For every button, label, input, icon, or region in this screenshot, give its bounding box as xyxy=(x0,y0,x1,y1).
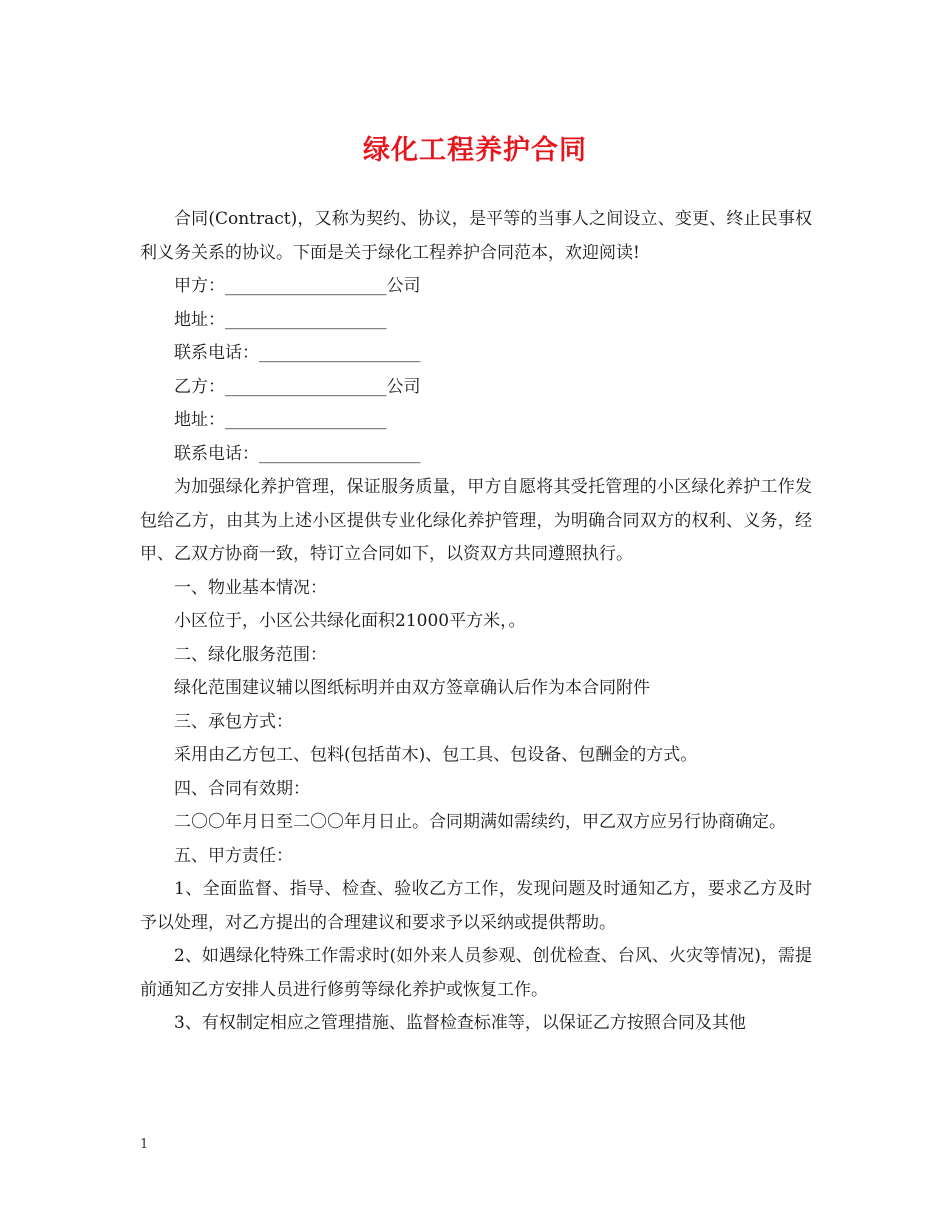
section-text-1: 小区位于，小区公共绿化面积21000平方米，。 xyxy=(174,611,526,631)
document-body xyxy=(140,203,812,1041)
section-text-4: 二〇〇年月日至二〇〇年月日止。合同期满如需续约，甲乙双方应另行协商确定。 xyxy=(174,812,786,832)
party-b-line: 乙方：___________________公司 xyxy=(174,376,421,397)
section-text-2: 绿化范围建议辅以图纸标明并由双方签章确认后作为本合同附件 xyxy=(174,678,650,698)
section-heading-2: 二、绿化服务范围： xyxy=(174,644,327,665)
section-heading-1: 一、物业基本情况： xyxy=(174,577,327,598)
purpose-paragraph: 为加强绿化养护管理，保证服务质量，甲方自愿将其受托管理的小区绿化养护工作发包给乙方，由其为上述小区提供专业化绿化养护管理，为明确合同双方的权利、义务，经甲、乙双方协商一致，特订立合同如下，以资双方共同遵照执行。 xyxy=(140,477,812,564)
party-b-address-line: 地址：___________________ xyxy=(174,410,387,430)
section-heading-5: 五、甲方责任： xyxy=(174,845,293,866)
party-a-phone-line: 联系电话：___________________ xyxy=(174,343,421,363)
clause-1: 1、全面监督、指导、检查、验收乙方工作，发现问题及时通知乙方，要求乙方及时予以处理，对乙方提出的合理建议和要求予以采纳或提供帮助。 xyxy=(140,879,812,933)
section-heading-3: 三、承包方式： xyxy=(174,711,293,732)
intro-paragraph: 合同(Contract)，又称为契约、协议，是平等的当事人之间设立、变更、终止民事权利义务关系的协议。下面是关于绿化工程养护合同范本，欢迎阅读! xyxy=(140,209,812,263)
document-title: 绿化工程养护合同 xyxy=(363,135,587,166)
clause-3: 3、有权制定相应之管理措施、监督检查标准等，以保证乙方按照合同及其他 xyxy=(174,1013,746,1033)
party-b-phone-line: 联系电话：___________________ xyxy=(174,443,421,464)
party-a-line: 甲方：___________________公司 xyxy=(174,276,421,296)
section-heading-4: 四、合同有效期： xyxy=(174,778,310,799)
clause-2: 2、如遇绿化特殊工作需求时(如外来人员参观、创优检查、台风、火灾等情况)，需提前通知乙方安排人员进行修剪等绿化养护或恢复工作。 xyxy=(140,946,812,1000)
page-number: 1 xyxy=(140,1137,149,1152)
section-text-3: 采用由乙方包工、包料(包括苗木)、包工具、包设备、包酬金的方式。 xyxy=(174,745,698,765)
party-a-address-line: 地址：___________________ xyxy=(174,309,387,330)
